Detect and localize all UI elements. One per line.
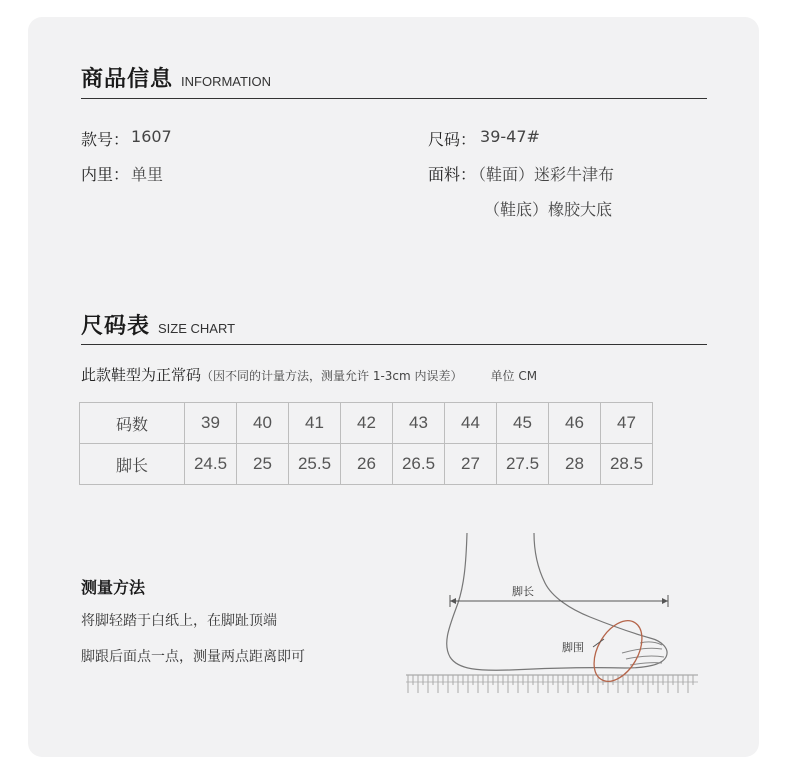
model-label: 款号： <box>81 130 130 149</box>
size-label: 尺码： <box>428 130 477 149</box>
table-cell: 26.5 <box>393 444 445 485</box>
row-header-length: 脚长 <box>80 444 185 485</box>
table-row-sizes <box>80 403 653 444</box>
table-cell: 27.5 <box>497 444 549 485</box>
size-table <box>79 402 653 485</box>
material-label: 面料： <box>428 165 477 184</box>
table-cell: 46 <box>549 403 601 444</box>
table-cell: 24.5 <box>185 444 237 485</box>
table-cell: 25.5 <box>289 444 341 485</box>
material-row <box>428 162 614 185</box>
info-divider <box>81 98 707 99</box>
model-row <box>81 127 172 150</box>
table-cell: 41 <box>289 403 341 444</box>
table-cell: 25 <box>237 444 289 485</box>
table-row-lengths <box>80 444 653 485</box>
measure-line-2: 脚跟后面点一点，测量两点距离即可 <box>81 649 305 665</box>
table-cell: 43 <box>393 403 445 444</box>
material-upper: （鞋面）迷彩牛津布 <box>470 165 615 184</box>
size-divider <box>81 344 707 345</box>
foot-measure-diagram <box>400 525 705 695</box>
size-section-title <box>81 309 235 340</box>
girth-label: 脚围 <box>562 641 584 654</box>
info-title-en: INFORMATION <box>181 74 272 89</box>
table-cell: 47 <box>601 403 653 444</box>
table-cell: 42 <box>341 403 393 444</box>
measure-title: 测量方法 <box>81 578 146 597</box>
length-arrow-right-head <box>662 598 668 604</box>
ground-ruler <box>406 675 698 693</box>
lining-row <box>81 162 163 185</box>
row-header-size: 码数 <box>80 403 185 444</box>
table-cell: 27 <box>445 444 497 485</box>
size-title-en: SIZE CHART <box>158 321 236 336</box>
size-note <box>81 364 537 385</box>
table-cell: 44 <box>445 403 497 444</box>
size-unit: 单位 CM <box>490 369 538 383</box>
size-note-main: 此款鞋型为正常码 <box>81 366 202 384</box>
measure-line-1: 将脚轻踏于白纸上，在脚趾顶端 <box>81 613 277 629</box>
toe-lines <box>622 642 664 665</box>
table-cell: 28 <box>549 444 601 485</box>
material-sole: （鞋底）橡胶大底 <box>484 200 613 219</box>
girth-ring <box>584 612 652 689</box>
model-value: 1607 <box>131 127 172 146</box>
material-sole-row <box>476 197 612 220</box>
info-section-title <box>81 62 271 93</box>
lining-value: 单里 <box>131 165 164 184</box>
info-title-zh: 商品信息 <box>81 67 174 92</box>
table-cell: 40 <box>237 403 289 444</box>
size-title-zh: 尺码表 <box>81 314 151 339</box>
table-cell: 45 <box>497 403 549 444</box>
table-cell: 28.5 <box>601 444 653 485</box>
table-cell: 39 <box>185 403 237 444</box>
table-cell: 26 <box>341 444 393 485</box>
size-note-sub: （因不同的计量方法，测量允许 1-3cm 内误差） <box>201 369 463 383</box>
size-row <box>428 127 540 150</box>
length-arrow-left-head <box>450 598 456 604</box>
size-value: 39-47# <box>480 127 540 146</box>
length-label: 脚长 <box>512 585 534 598</box>
lining-label: 内里： <box>81 165 130 184</box>
